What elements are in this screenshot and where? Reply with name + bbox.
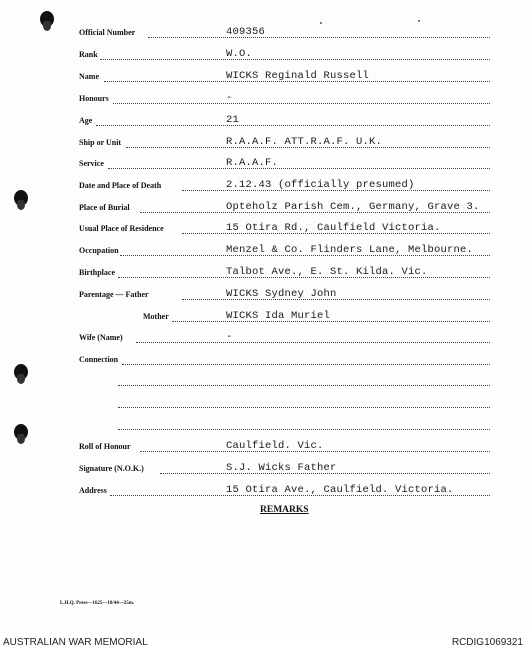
field-value: WICKS Reginald Russell (226, 70, 370, 82)
field-ship-or-unit (0, 138, 529, 154)
dotted-line (136, 342, 490, 343)
field-rank (0, 50, 529, 66)
field-father (0, 290, 529, 306)
field-value: WICKS Sydney John (226, 288, 337, 300)
field-address (0, 486, 529, 502)
punch-hole-icon (14, 424, 28, 440)
field-value: Talbot Ave., E. St. Kilda. Vic. (226, 266, 428, 278)
field-value: 409356 (226, 26, 266, 38)
field-value: S.J. Wicks Father (226, 462, 337, 474)
field-label: Parentage — Father (79, 290, 149, 299)
field-label: Service (79, 159, 104, 168)
field-value: R.A.A.F. (226, 157, 279, 169)
field-label: Age (79, 116, 93, 125)
field-label: Address (79, 486, 107, 495)
dotted-line (118, 407, 490, 408)
field-value: Menzel & Co. Flinders Lane, Melbourne. (226, 244, 474, 256)
field-roll-of-honour (0, 442, 529, 458)
remarks-heading: REMARKS (260, 505, 309, 515)
field-label: Usual Place of Residence (79, 224, 164, 233)
field-wife-name (0, 333, 529, 349)
field-usual-residence (0, 224, 529, 240)
field-label: Occupation (79, 246, 119, 255)
field-service (0, 159, 529, 175)
field-label: Ship or Unit (79, 138, 122, 147)
field-label: Date and Place of Death (79, 181, 162, 190)
field-label: Official Number (79, 28, 136, 37)
field-label: Connection (79, 355, 119, 364)
field-value: - (226, 92, 233, 104)
dotted-line (96, 125, 490, 126)
field-label: Roll of Honour (79, 442, 131, 451)
field-value: Caulfield. Vic. (226, 440, 324, 452)
footer-record-id: RCDIG1069321 (451, 637, 523, 648)
field-value: 15 Otira Ave., Caulfield. Victoria. (226, 484, 454, 496)
field-official-number (0, 28, 529, 44)
field-connection (0, 355, 529, 371)
field-mother (0, 312, 529, 328)
field-label: Honours (79, 94, 109, 103)
dotted-line (118, 429, 490, 430)
field-value: R.A.A.F. ATT.R.A.F. U.K. (226, 136, 383, 148)
field-age (0, 116, 529, 132)
field-birthplace (0, 268, 529, 284)
field-value: WICKS Ida Muriel (226, 310, 331, 322)
field-label: Signature (N.O.K.) (79, 464, 144, 473)
paper-speck (418, 20, 420, 22)
punch-hole-icon (40, 11, 54, 27)
field-label: Place of Burial (79, 203, 130, 212)
field-label: Name (79, 72, 99, 81)
field-label: Rank (79, 50, 98, 59)
field-value: 2.12.43 (officially presumed) (226, 179, 415, 191)
field-occupation (0, 246, 529, 262)
dotted-line (122, 364, 490, 365)
field-date-place-of-death (0, 181, 529, 197)
field-value: 21 (226, 114, 240, 126)
field-value: 15 Otira Rd., Caulfield Victoria. (226, 222, 441, 234)
dotted-line (172, 321, 490, 322)
footer-archive-name: AUSTRALIAN WAR MEMORIAL (3, 637, 148, 648)
field-value: Opteholz Parish Cem., Germany, Grave 3. (226, 201, 480, 213)
dotted-line (118, 385, 490, 386)
field-place-of-burial (0, 203, 529, 219)
field-value: - (226, 331, 233, 343)
paper-speck (320, 22, 322, 24)
field-label: Mother (143, 312, 169, 321)
field-honours (0, 94, 529, 110)
dotted-line (148, 37, 490, 38)
field-label: Birthplace (79, 268, 115, 277)
form-print-code: L.H.Q. Press—1625—10/44—25m. (60, 601, 135, 606)
field-value: W.O. (226, 48, 253, 60)
dotted-line (113, 103, 490, 104)
field-name (0, 72, 529, 88)
dotted-line (100, 59, 490, 60)
field-signature-nok (0, 464, 529, 480)
field-label: Wife (Name) (79, 333, 123, 342)
dotted-line (108, 168, 490, 169)
